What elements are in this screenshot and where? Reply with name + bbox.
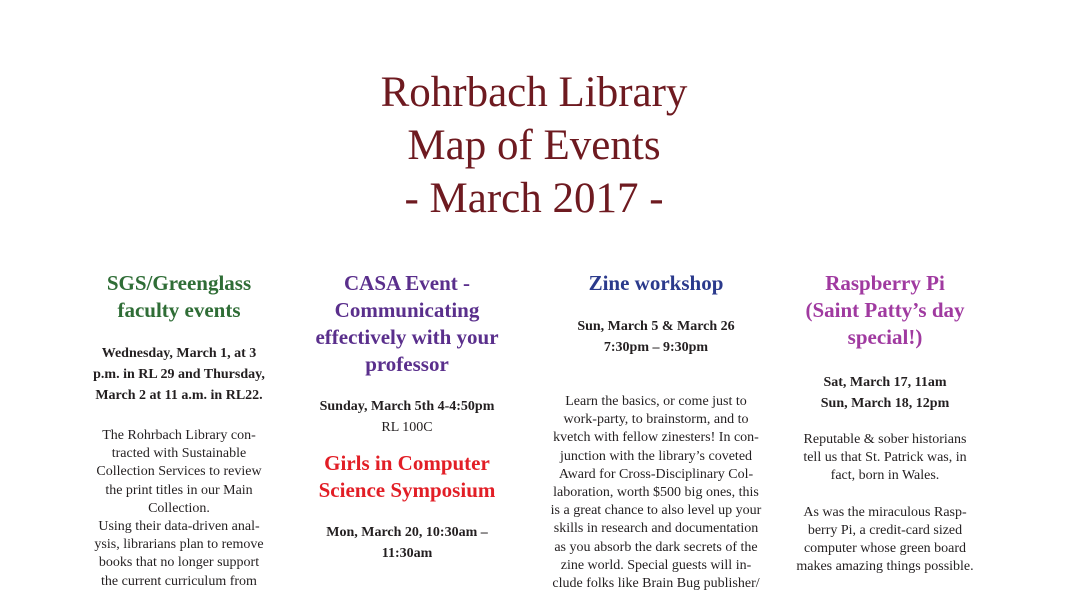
event-when-line: March 2 at 11 a.m. in RL22. [95,388,263,403]
description-line: laboration, worth $500 big ones, this [553,485,759,501]
description-line: the current curriculum from [101,573,257,589]
event-location: RL 100C [381,420,433,435]
description-line: Using their data-driven anal- [98,519,260,535]
event-when-line: Wednesday, March 1, at 3 [101,346,257,361]
event-when-line: Sun, March 5 & March 26 [577,319,735,334]
description-line: as you absorb the dark secrets of the [554,539,758,555]
event-when-line: Mon, March 20, 10:30am – [326,525,488,540]
event-title-line: Zine workshop [588,271,724,295]
description-line: zine world. Special guests will in- [560,557,752,573]
description-line: is a great chance to also level up your [550,503,762,519]
event-when [298,522,516,564]
event-title-line: Science Symposium [318,478,496,502]
description-line: Learn the basics, or come just to [565,394,747,409]
description-line: junction with the library’s coveted [559,448,753,464]
event-sgs-greenglass [79,270,279,591]
event-zine-workshop [540,270,772,593]
event-when-line: Sunday, March 5th 4-4:50pm [319,399,495,414]
event-when-line: Sat, March 17, 11am [823,375,947,390]
description-line: work-party, to brainstorm, and to [563,412,749,428]
event-title [298,270,516,378]
event-title-line: SGS/Greenglass [106,271,252,295]
description-line: fact, born in Wales. [830,468,940,484]
event-when-line: p.m. in RL 29 and Thursday, [93,367,265,382]
event-title-line: CASA Event - [343,271,470,295]
event-when [780,372,990,414]
description-line: Reputable & sober historians [803,432,967,447]
description-line: the print titles in our Main [105,482,253,498]
title-line-2: Map of Events [407,122,661,169]
event-title [298,450,516,504]
event-title [780,270,990,351]
event-when-line: 11:30am [381,546,433,561]
event-when-line: 7:30pm – 9:30pm [603,340,709,355]
description-line: ysis, librarians plan to remove [94,537,264,553]
description-line: Collection. [148,500,210,516]
event-title-line: professor [365,352,449,376]
event-title-line: (Saint Patty’s day [805,298,965,322]
event-title-line: Communicating [334,298,480,322]
event-title-line: Girls in Computer [324,451,490,475]
event-description [540,393,772,593]
description-line: tracted with Sustainable [111,446,247,462]
description-line: makes amazing things possible. [796,559,974,575]
description-line: books that no longer support [98,555,260,571]
event-title-line: Raspberry Pi [825,271,945,295]
description-line: tell us that St. Patrick was, in [803,450,967,466]
event-title-line: effectively with your [315,325,499,349]
event-title [79,270,279,324]
event-title [540,270,772,297]
event-title-line: special!) [847,325,923,349]
event-column-casa-girls [298,270,516,564]
event-when [79,343,279,406]
description-line: skills in research and documentation [553,521,759,537]
description-line: Award for Cross-Disciplinary Col- [558,466,754,482]
event-when-line: Sun, March 18, 12pm [820,396,950,411]
description-line: clude folks like Brain Bug publisher/ [552,576,760,592]
title-line-3: - March 2017 - [404,175,664,222]
event-when [298,396,516,417]
description-line: As was the miraculous Rasp- [803,504,967,520]
event-title-line: faculty events [117,298,241,322]
description-line: computer whose green board [803,541,967,557]
description-line [780,486,990,504]
event-description [780,431,990,577]
event-description [79,427,279,591]
title-line-1: Rohrbach Library [380,69,688,116]
description-line: berry Pi, a credit-card sized [807,523,963,539]
description-line: kvetch with fellow zinesters! In con- [553,430,759,446]
page-title [0,66,1068,225]
description-line: The Rohrbach Library con- [102,428,256,443]
event-raspberry-pi [780,270,990,577]
event-when [540,316,772,358]
description-line: Collection Services to review [96,464,262,480]
